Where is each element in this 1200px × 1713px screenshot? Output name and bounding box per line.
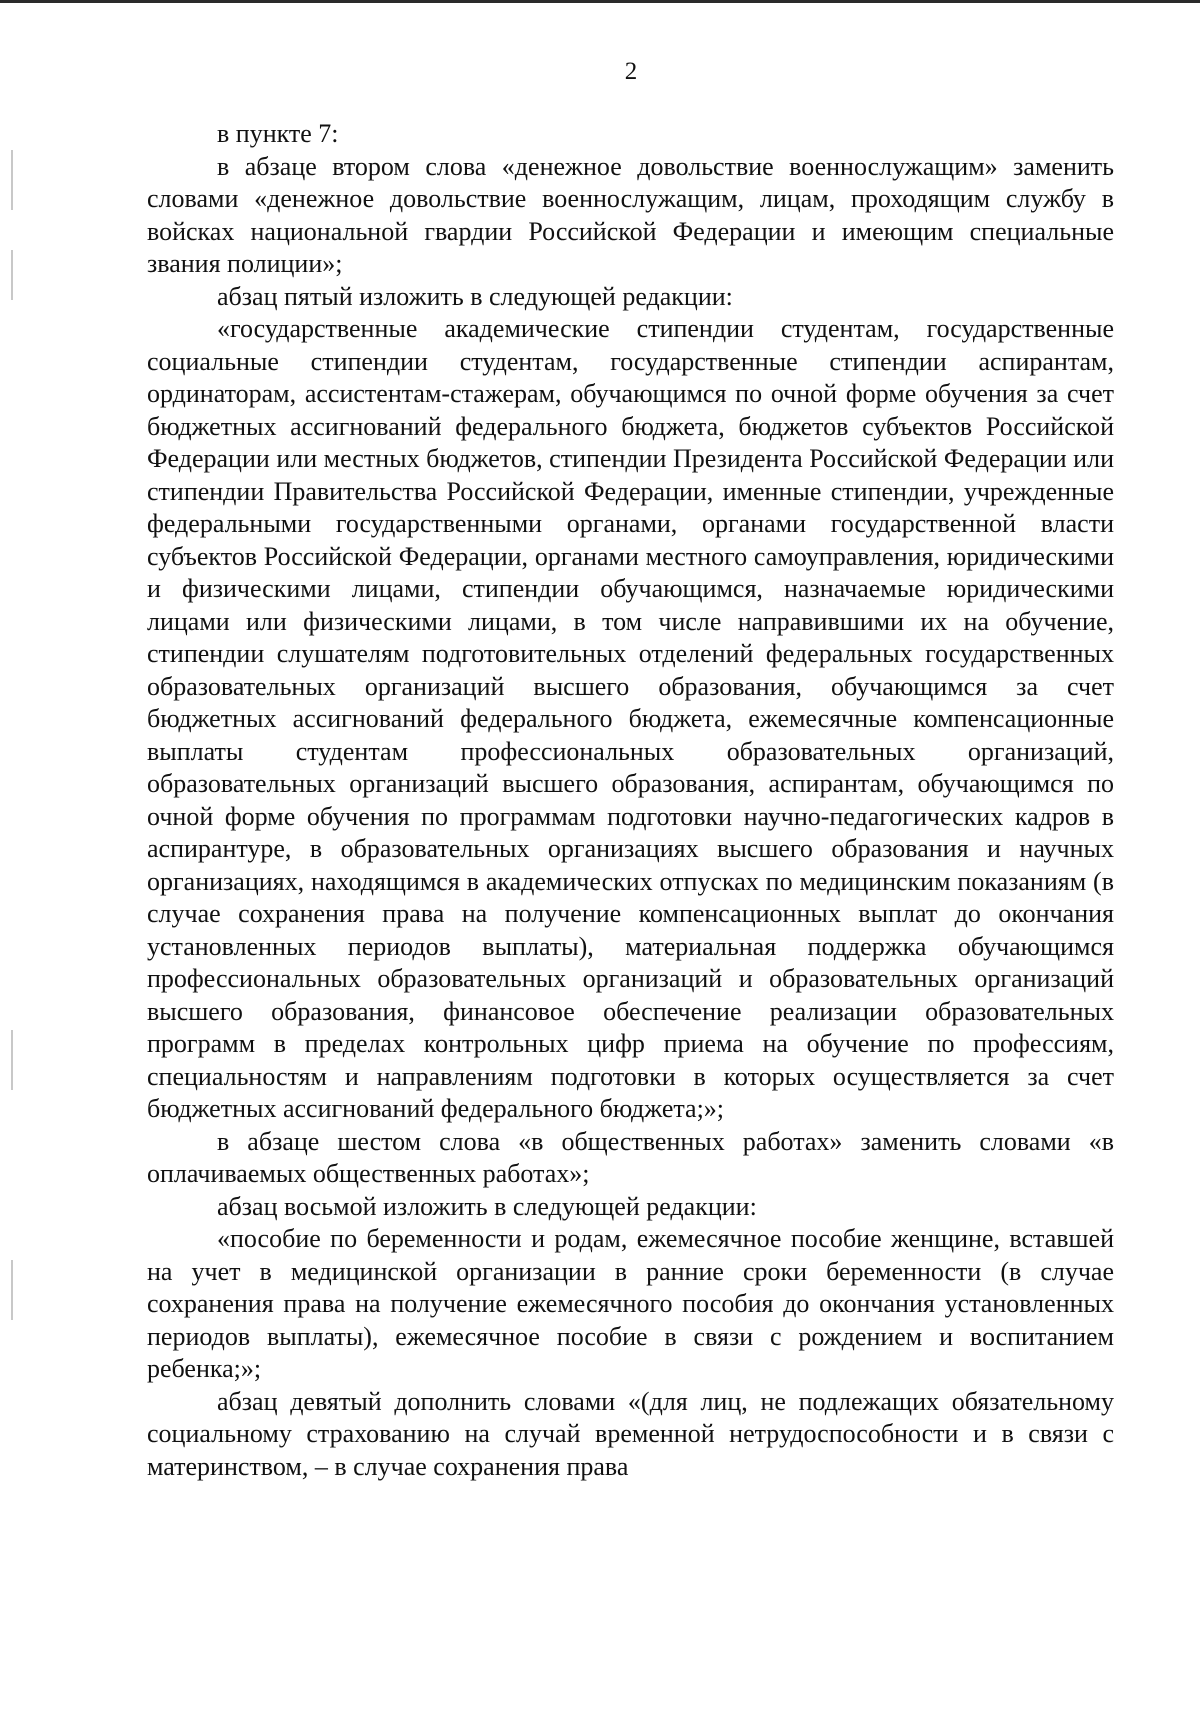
margin-scan-mark — [11, 1030, 13, 1090]
paragraph: в пункте 7: — [217, 119, 339, 148]
document-body — [147, 118, 1114, 1483]
paragraph: в абзаце шестом слова «в общественных работах» заменить словами «в оплачиваемых общественных работах»; — [147, 1126, 1114, 1188]
margin-scan-mark — [11, 150, 13, 210]
margin-scan-mark — [11, 250, 13, 300]
top-border-line — [0, 0, 1200, 3]
paragraph: абзац восьмой изложить в следующей редакции: — [217, 1191, 757, 1221]
margin-scan-mark — [11, 1260, 13, 1320]
page-number: 2 — [624, 58, 638, 85]
paragraph: абзац пятый изложить в следующей редакции: — [217, 281, 733, 311]
paragraph: в абзаце втором слова «денежное довольствие военнослужащим» заменить словами «денежное довольствие военнослужащим, лицам, проходящим службу в войсках национальной гвардии Российской Федерации и имеющим специальные звания полиции»; — [147, 151, 1114, 278]
paragraph: «пособие по беременности и родам, ежемесячное пособие женщине, вставшей на учет в медицинской организации в ранние сроки беременности (в случае сохранения права на получение ежемесячного пособия до окончания установленных периодов выплаты), ежемесячное пособие в связи с рождением и воспитанием ребенка;»; — [147, 1224, 1114, 1383]
paragraph: «государственные академические стипендии студентам, государственные социальные стипендии студентам, государственные стипендии аспирантам, ординаторам, ассистентам-стажерам, обучающимся по очной форме обучения за счет бюджетных ассигнований федерального бюджета, бюджетов субъектов Российской Федерации или местных бюджетов, стипендии Президента Российской Федерации или стипендии Правительства Российской Федерации, именные стипендии, учрежденные федеральными государственными органами, органами государственной власти субъектов Российской Федерации, органами местного самоуправления, юридическими и физическими лицами, стипендии обучающимся, назначаемые юридическими лицами или физическими лицами, в том числе направившими их на обучение, стипендии слушателям подготовительных отделений федеральных государственных образовательных организаций высшего образования, обучающимся за счет бюджетных ассигнований федерального бюджета, ежемесячные компенсационные выплаты студентам профессиональных образовательных организаций, образовательных организаций высшего образования, аспирантам, обучающимся по очной форме обучения по программам подготовки научно-педагогических кадров в аспирантуре, в образовательных организациях высшего образования и научных организациях, находящимся в академических отпусках по медицинским показаниям (в случае сохранения права на получение компенсационных выплат до окончания установленных периодов выплаты), материальная поддержка обучающимся профессиональных образовательных организаций и образовательных организаций высшего образования, финансовое обеспечение реализации образовательных программ в пределах контрольных цифр приема на обучение по профессиям, специальностям и направлениям подготовки в которых осуществляется за счет бюджетных ассигнований федерального бюджета;»; — [147, 314, 1114, 1123]
paragraph: абзац девятый дополнить словами «(для лиц, не подлежащих обязательному социальному страхованию на случай временной нетрудоспособности и в связи с материнством, – в случае сохранения права — [147, 1386, 1114, 1481]
